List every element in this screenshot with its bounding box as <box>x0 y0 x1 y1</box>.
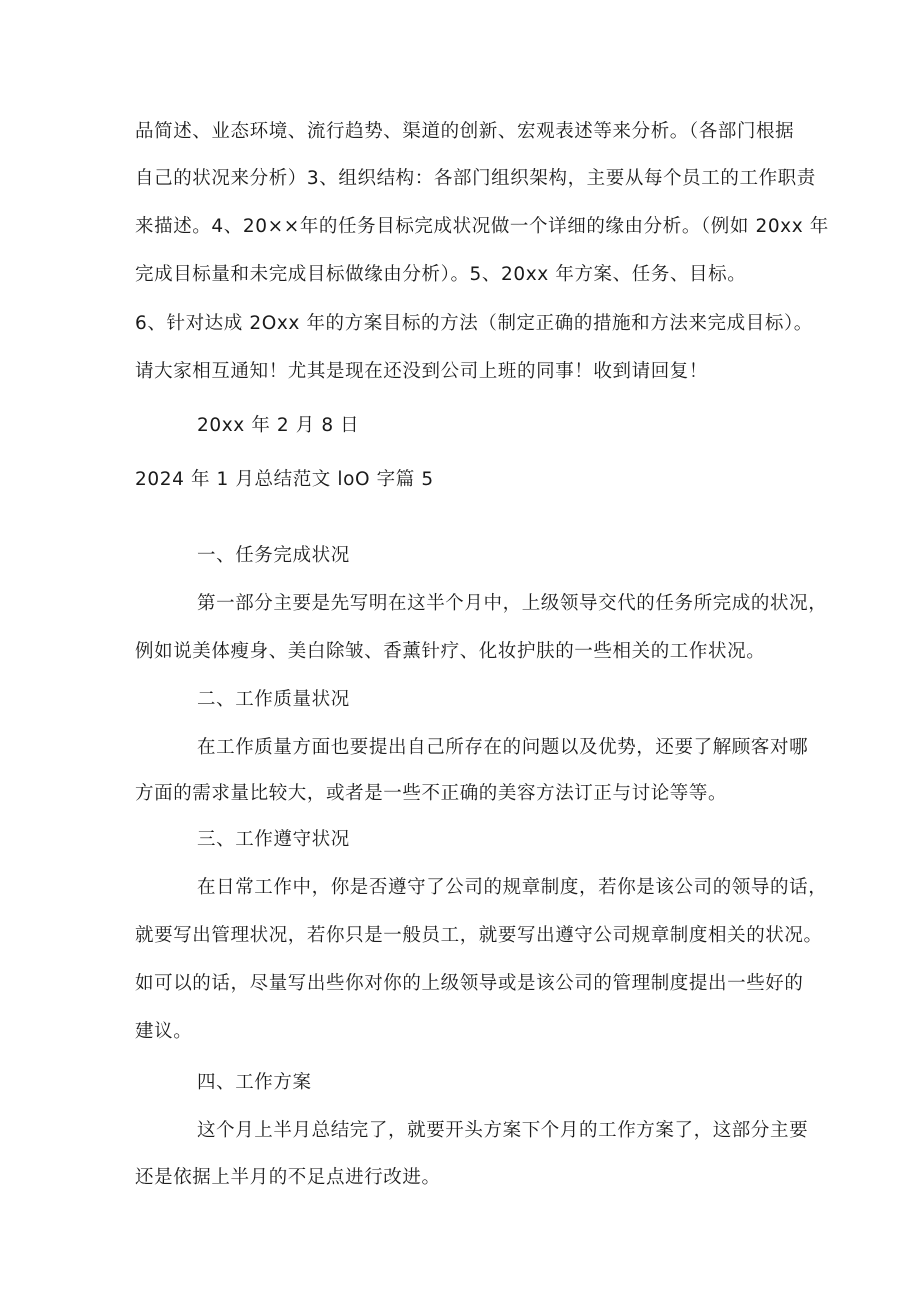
paragraph-line: 方面的需求量比较大，或者是一些不正确的美容方法订正与讨论等等。 <box>135 783 728 804</box>
date-line: 20xx 年 2 月 8 日 <box>197 415 360 436</box>
body-text-line: 请大家相互通知！尤其是现在还没到公司上班的同事！收到请回复！ <box>135 361 709 382</box>
body-text-line: 品简述、业态环境、流行趋势、渠道的创新、宏观表述等来分析。（各部门根据 <box>135 121 795 142</box>
section-title: 2024 年 1 月总结范文 loO 字篇 5 <box>135 469 434 490</box>
paragraph-line: 建议。 <box>135 1021 193 1042</box>
body-text-line: 来描述。4、20××年的任务目标完成状况做一个详细的缘由分析。（例如 20xx 年 <box>135 216 829 237</box>
paragraph-line: 还是依据上半月的不足点进行改进。 <box>135 1167 441 1188</box>
paragraph-line: 例如说美体瘦身、美白除皱、香薰针疗、化妆护肤的一些相关的工作状况。 <box>135 641 766 662</box>
paragraph-line: 在日常工作中，你是否遵守了公司的规章制度，若你是该公司的领导的话， <box>197 877 828 898</box>
heading-work-plan: 四、工作方案 <box>197 1072 312 1093</box>
paragraph-line: 如可以的话，尽量写出些你对你的上级领导或是该公司的管理制度提出一些好的 <box>135 973 804 994</box>
heading-compliance: 三、工作遵守状况 <box>197 829 350 850</box>
heading-work-quality: 二、工作质量状况 <box>197 689 350 710</box>
paragraph-line: 在工作质量方面也要提出自己所存在的问题以及优势，还要了解顾客对哪 <box>197 737 809 758</box>
paragraph-line: 就要写出管理状况，若你只是一般员工，就要写出遵守公司规章制度相关的状况。 <box>135 925 823 946</box>
heading-task-completion: 一、任务完成状况 <box>197 545 350 566</box>
body-text-line: 自己的状况来分析）3、组织结构：各部门组织架构，主要从每个员工的工作职责 <box>135 168 816 189</box>
paragraph-line: 这个月上半月总结完了，就要开头方案下个月的工作方案了，这部分主要 <box>197 1120 809 1141</box>
paragraph-line: 第一部分主要是先写明在这半个月中，上级领导交代的任务所完成的状况， <box>197 593 828 614</box>
body-text-line: 6、针对达成 2Oxx 年的方案目标的方法（制定正确的措施和方法来完成目标）。 <box>135 313 813 334</box>
body-text-line: 完成目标量和未完成目标做缘由分析）。5、20xx 年方案、任务、目标。 <box>135 264 747 285</box>
